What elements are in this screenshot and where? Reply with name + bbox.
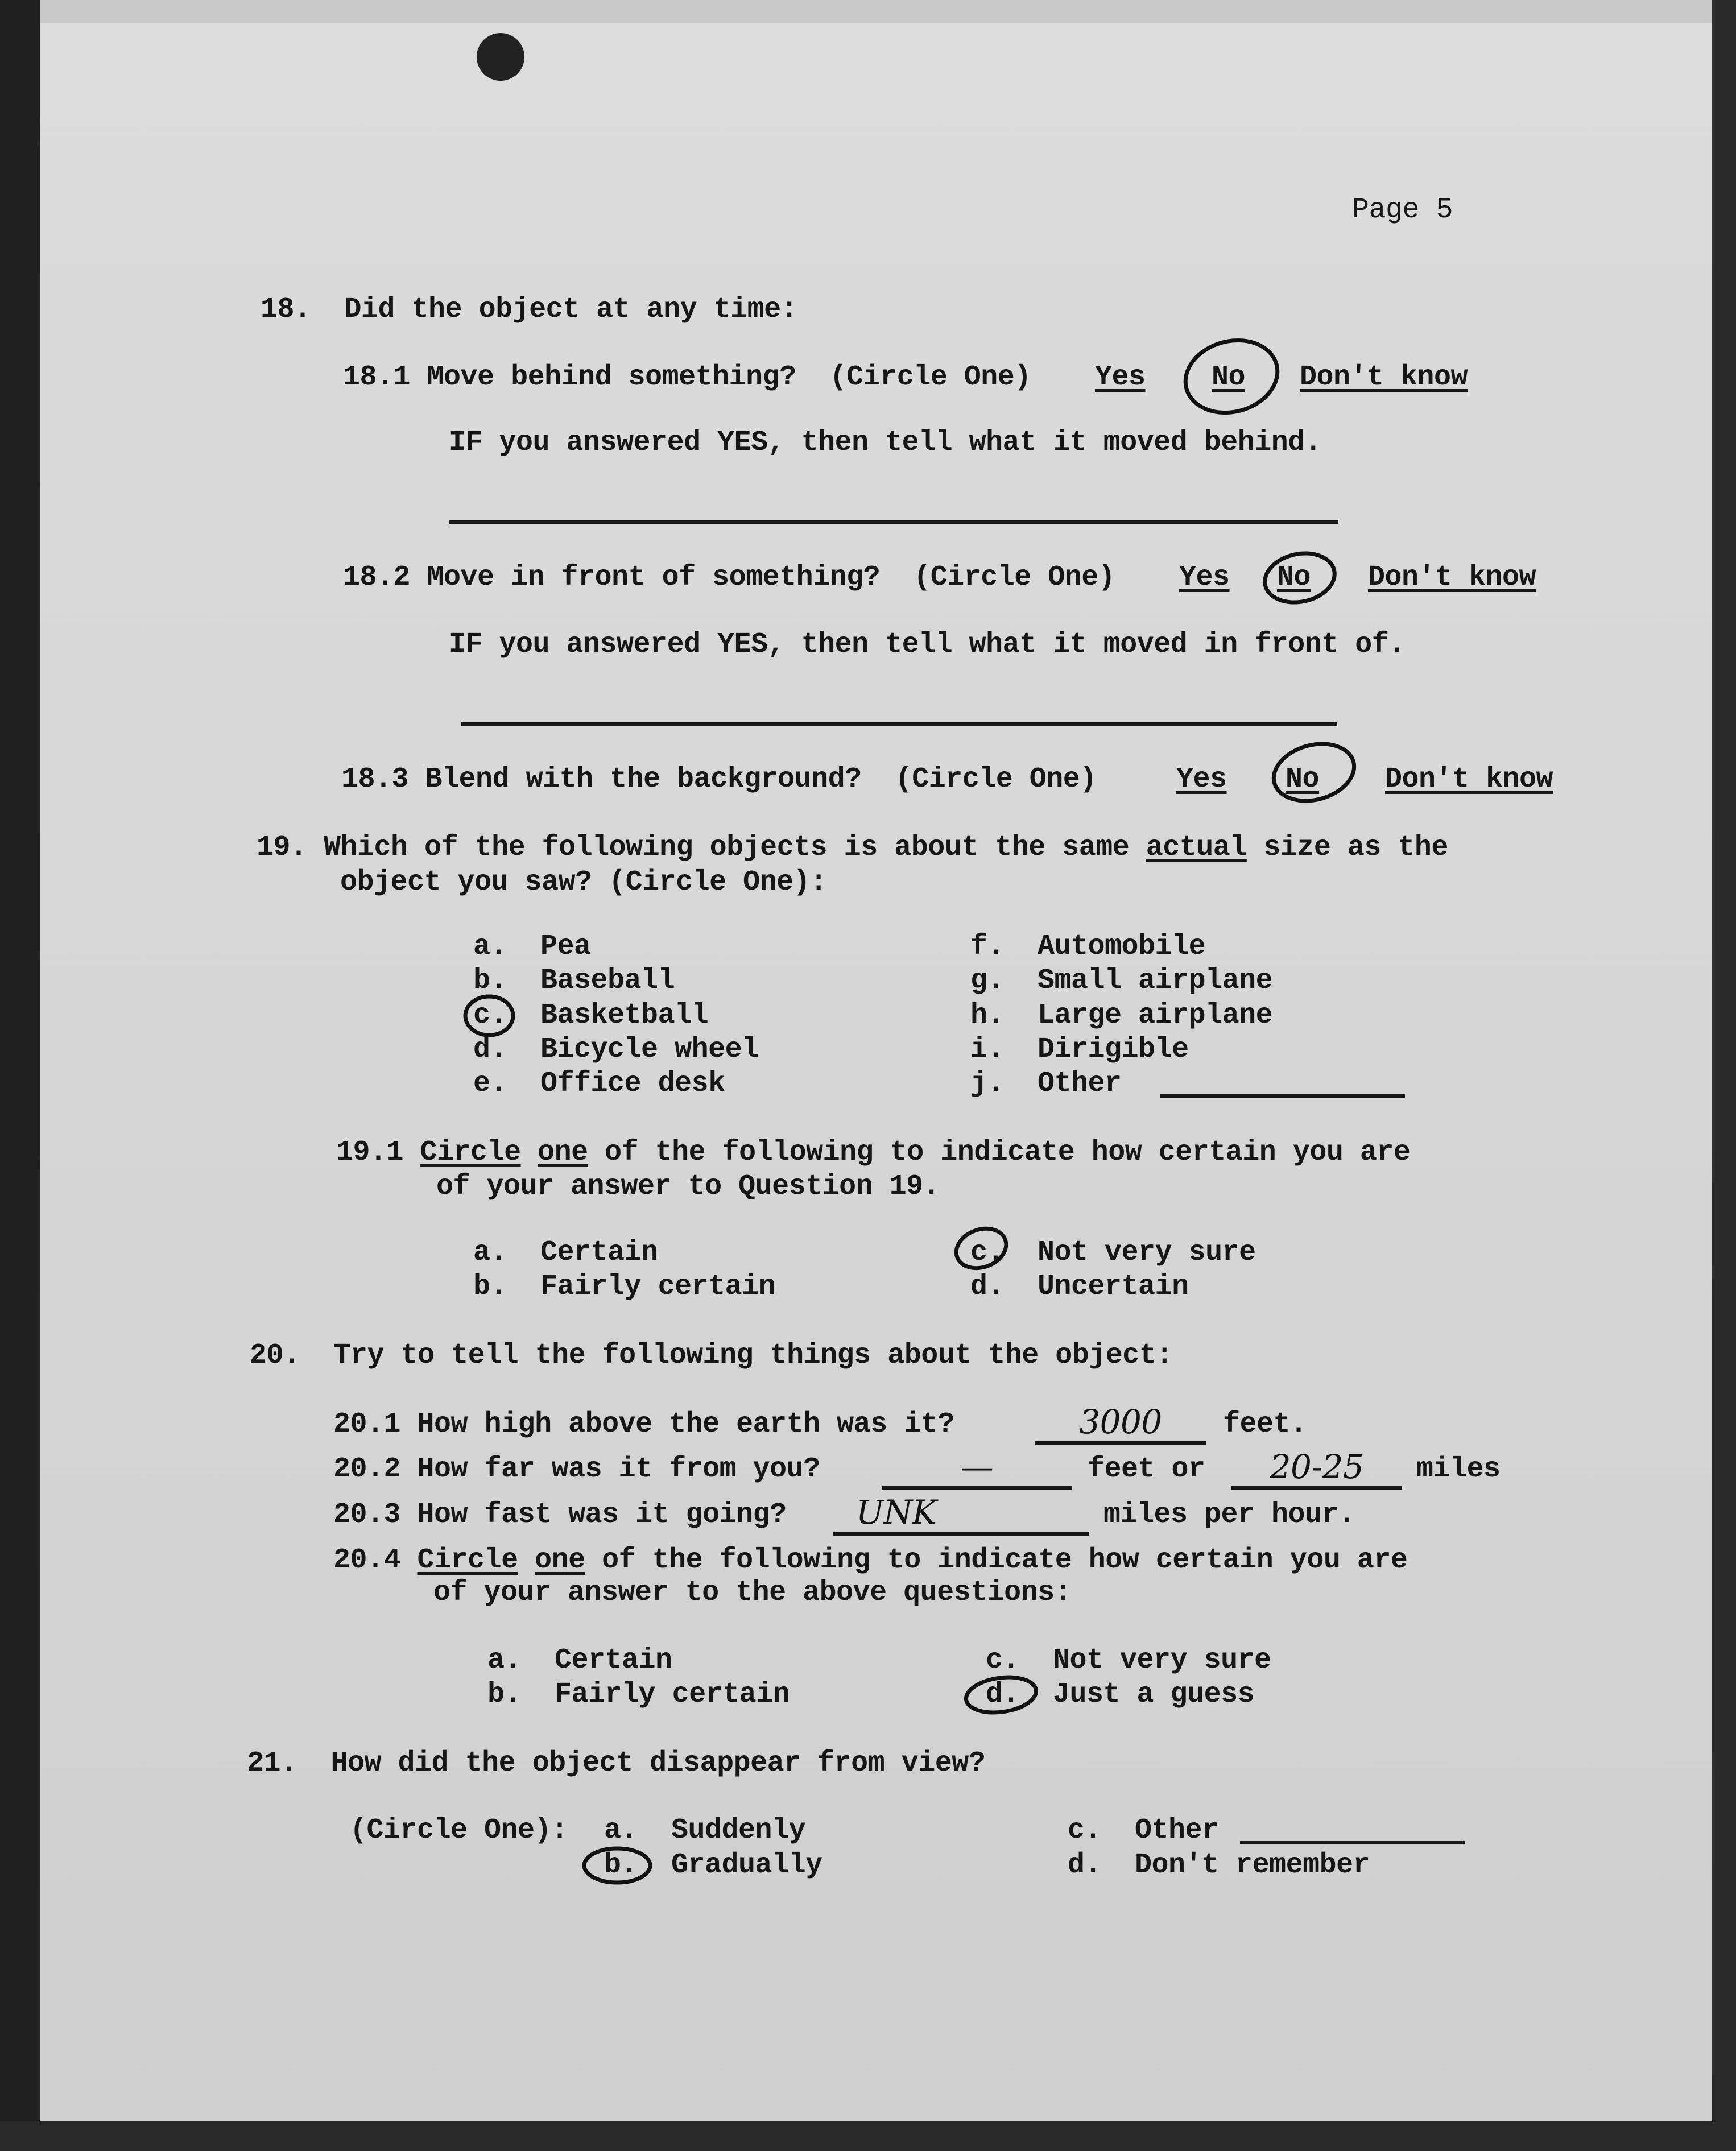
scan-border-left xyxy=(0,0,40,2151)
option-no[interactable]: No xyxy=(1286,763,1320,796)
scan-border-right xyxy=(1712,0,1736,2151)
option-dont-know[interactable]: Don't know xyxy=(1300,361,1468,394)
question-19-line2: object you saw? (Circle One): xyxy=(340,866,827,899)
option-b[interactable]: b. Gradually xyxy=(604,1849,822,1881)
question-19-1: 19.1 Circle one of the following to indicate how certain you are xyxy=(336,1136,1411,1169)
document-page xyxy=(40,23,1712,2121)
option-g[interactable]: g. Small airplane xyxy=(970,965,1273,997)
answer-line-18-2[interactable] xyxy=(461,722,1337,726)
option-a[interactable]: a. Pea xyxy=(473,930,591,963)
option-f[interactable]: f. Automobile xyxy=(970,930,1206,963)
option-j[interactable]: j. Other xyxy=(970,1068,1122,1100)
followup-18-2: IF you answered YES, then tell what it moved in front of. xyxy=(449,628,1406,661)
distance-feet-field[interactable] xyxy=(882,1447,1072,1490)
distance-miles-field[interactable] xyxy=(1231,1447,1402,1490)
option-c[interactable]: c. Not very sure xyxy=(986,1644,1271,1677)
option-dont-know[interactable]: Don't know xyxy=(1368,561,1536,594)
question-18: 18. Did the object at any time: xyxy=(261,293,798,326)
unit-label: feet. xyxy=(1223,1408,1307,1441)
feet-or-label: feet or xyxy=(1088,1453,1205,1486)
option-yes[interactable]: Yes xyxy=(1095,361,1146,394)
option-c[interactable]: c. Not very sure xyxy=(970,1236,1256,1269)
option-a[interactable]: a. Certain xyxy=(473,1236,658,1269)
question-20-4: 20.4 Circle one of the following to indicate how certain you are xyxy=(333,1544,1408,1577)
question-18-2: 18.2 Move in front of something? (Circle One) xyxy=(343,561,1115,594)
option-c[interactable]: c. Other xyxy=(1068,1814,1219,1847)
speed-answer-field[interactable] xyxy=(833,1495,1089,1536)
question-20-3: 20.3 How fast was it going? xyxy=(333,1499,787,1531)
height-answer-field[interactable] xyxy=(1035,1405,1206,1445)
option-e[interactable]: e. Office desk xyxy=(473,1068,725,1100)
option-a[interactable]: a. Certain xyxy=(487,1644,672,1677)
option-c[interactable]: c. Basketball xyxy=(473,999,709,1032)
option-i[interactable]: i. Dirigible xyxy=(970,1033,1189,1066)
option-b[interactable]: b. Fairly certain xyxy=(473,1271,776,1303)
option-yes[interactable]: Yes xyxy=(1179,561,1230,594)
answer-line-18-1[interactable] xyxy=(449,520,1338,524)
circle-one-label: (Circle One): xyxy=(350,1814,568,1847)
scan-border-top xyxy=(0,0,1736,23)
other-answer-line[interactable] xyxy=(1240,1841,1465,1844)
question-19-1-line2: of your answer to Question 19. xyxy=(436,1170,940,1203)
question-19: 19. Which of the following objects is about the same actual size as the xyxy=(257,832,1448,864)
unit-label: miles per hour. xyxy=(1103,1499,1355,1531)
question-20-2: 20.2 How far was it from you? xyxy=(333,1453,820,1486)
option-b[interactable]: b. Baseball xyxy=(473,965,675,997)
handwritten-answer: 20-25 xyxy=(1270,1447,1364,1486)
question-20: 20. Try to tell the following things about the object: xyxy=(250,1339,1173,1372)
question-20-1: 20.1 How high above the earth was it? xyxy=(333,1408,954,1441)
question-21: 21. How did the object disappear from view? xyxy=(247,1747,986,1780)
handwritten-answer: 3000 xyxy=(1079,1403,1162,1441)
unit-label: miles xyxy=(1416,1453,1501,1486)
hole-punch-mark xyxy=(477,33,524,81)
scan-border-bottom xyxy=(0,2121,1736,2151)
option-no[interactable]: No xyxy=(1212,361,1246,394)
handwritten-answer: — xyxy=(960,1447,994,1486)
option-d[interactable]: d. Bicycle wheel xyxy=(473,1033,759,1066)
option-a[interactable]: a. Suddenly xyxy=(604,1814,806,1847)
option-yes[interactable]: Yes xyxy=(1176,763,1227,796)
option-d[interactable]: d. Don't remember xyxy=(1068,1849,1370,1881)
option-no[interactable]: No xyxy=(1277,561,1311,594)
page-number: Page 5 xyxy=(1352,194,1453,226)
question-18-3: 18.3 Blend with the background? (Circle One) xyxy=(341,763,1097,796)
handwritten-answer: UNK xyxy=(856,1493,937,1532)
other-answer-line[interactable] xyxy=(1160,1094,1405,1098)
followup-18-1: IF you answered YES, then tell what it moved behind. xyxy=(449,427,1322,459)
option-b[interactable]: b. Fairly certain xyxy=(487,1678,790,1711)
option-d[interactable]: d. Uncertain xyxy=(970,1271,1189,1303)
option-d[interactable]: d. Just a guess xyxy=(986,1678,1255,1711)
option-dont-know[interactable]: Don't know xyxy=(1385,763,1553,796)
question-20-4-line2: of your answer to the above questions: xyxy=(433,1577,1072,1609)
option-h[interactable]: h. Large airplane xyxy=(970,999,1273,1032)
question-18-1: 18.1 Move behind something? (Circle One) xyxy=(343,361,1031,394)
